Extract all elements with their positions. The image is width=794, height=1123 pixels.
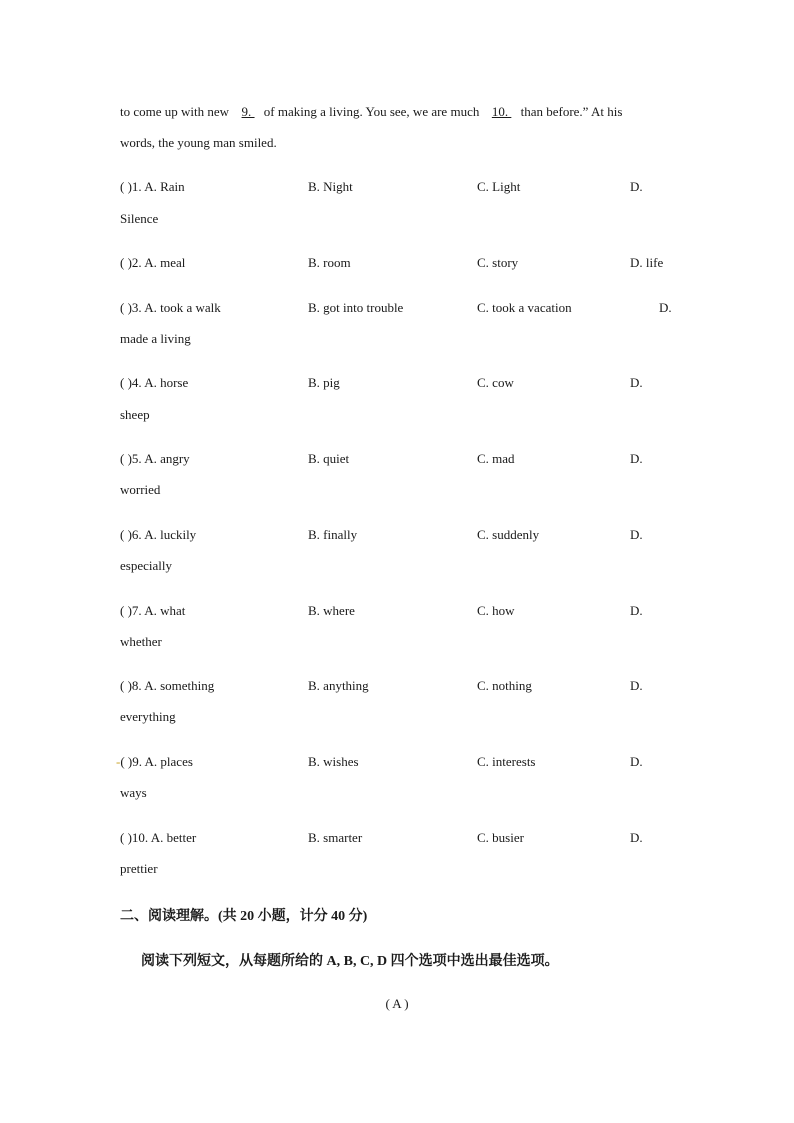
question-number: ( )1. A. Rain [120, 179, 185, 194]
option-b: B. anything [308, 678, 369, 693]
option-d: D. [630, 179, 643, 194]
option-d: D. [630, 527, 643, 542]
option-d-text: prettier [120, 861, 158, 876]
section-instruction: 阅读下列短文，从每题所给的 A, B, C, D 四个选项中选出最佳选项。 [141, 954, 559, 969]
option-c: C. story [477, 255, 519, 270]
option-b: B. pig [308, 375, 340, 390]
option-b: B. wishes [308, 754, 359, 769]
edit-mark-icon: - [116, 754, 121, 769]
option-c: C. cow [477, 375, 514, 390]
option-c: C. busier [477, 830, 524, 845]
blank-10: 10. [491, 104, 512, 119]
option-c: C. nothing [477, 678, 532, 693]
option-c: C. took a vacation [477, 300, 572, 315]
option-d-text: Silence [120, 211, 159, 226]
option-d-text: everything [120, 709, 176, 724]
question-number: ( )2. A. meal [120, 255, 186, 270]
question-number: ( )7. A. what [120, 603, 186, 618]
option-c: C. Light [477, 179, 521, 194]
passage-text: to come up with new [120, 104, 230, 119]
question-number: ( )4. A. horse [120, 375, 189, 390]
option-d-text: ways [120, 785, 147, 800]
option-b: B. smarter [308, 830, 363, 845]
option-d: D. [630, 603, 643, 618]
option-b: B. finally [308, 527, 358, 542]
option-c: C. how [477, 603, 515, 618]
option-d: D. [630, 375, 643, 390]
option-c: C. interests [477, 754, 536, 769]
option-c: C. mad [477, 451, 515, 466]
question-number: ( )3. A. took a walk [120, 300, 221, 315]
option-d: D. [630, 754, 643, 769]
option-d-text: made a living [120, 331, 191, 346]
passage-line-1 [120, 104, 622, 120]
option-b: B. quiet [308, 451, 350, 466]
option-d-text: especially [120, 558, 172, 573]
option-b: B. room [308, 255, 351, 270]
option-d-text: sheep [120, 407, 150, 422]
option-b: B. where [308, 603, 355, 618]
question-number: ( )5. A. angry [120, 451, 190, 466]
passage-label: ( A ) [385, 996, 409, 1011]
question-number: ( )10. A. better [120, 830, 197, 845]
option-d: D. [630, 678, 643, 693]
option-b: B. Night [308, 179, 353, 194]
option-b: B. got into trouble [308, 300, 404, 315]
question-number: ( )6. A. luckily [120, 527, 197, 542]
question-number: ( )8. A. something [120, 678, 215, 693]
question-number: ( )9. A. places [120, 754, 193, 769]
option-d-text: worried [120, 482, 161, 497]
option-d: D. life [630, 255, 664, 270]
question-number-row [116, 754, 193, 770]
section-heading: 二、阅读理解。(共 20 小题，计分 40 分) [120, 909, 368, 924]
passage-text: than before.” At his [520, 104, 623, 119]
option-d: D. [630, 451, 643, 466]
blank-9: 9. [241, 104, 255, 119]
option-c: C. suddenly [477, 527, 540, 542]
passage-text: of making a living. You see, we are much [263, 104, 480, 119]
option-d-text: whether [120, 634, 162, 649]
option-d: D. [659, 300, 672, 315]
passage-line-2: words, the young man smiled. [120, 135, 277, 150]
option-d: D. [630, 830, 643, 845]
